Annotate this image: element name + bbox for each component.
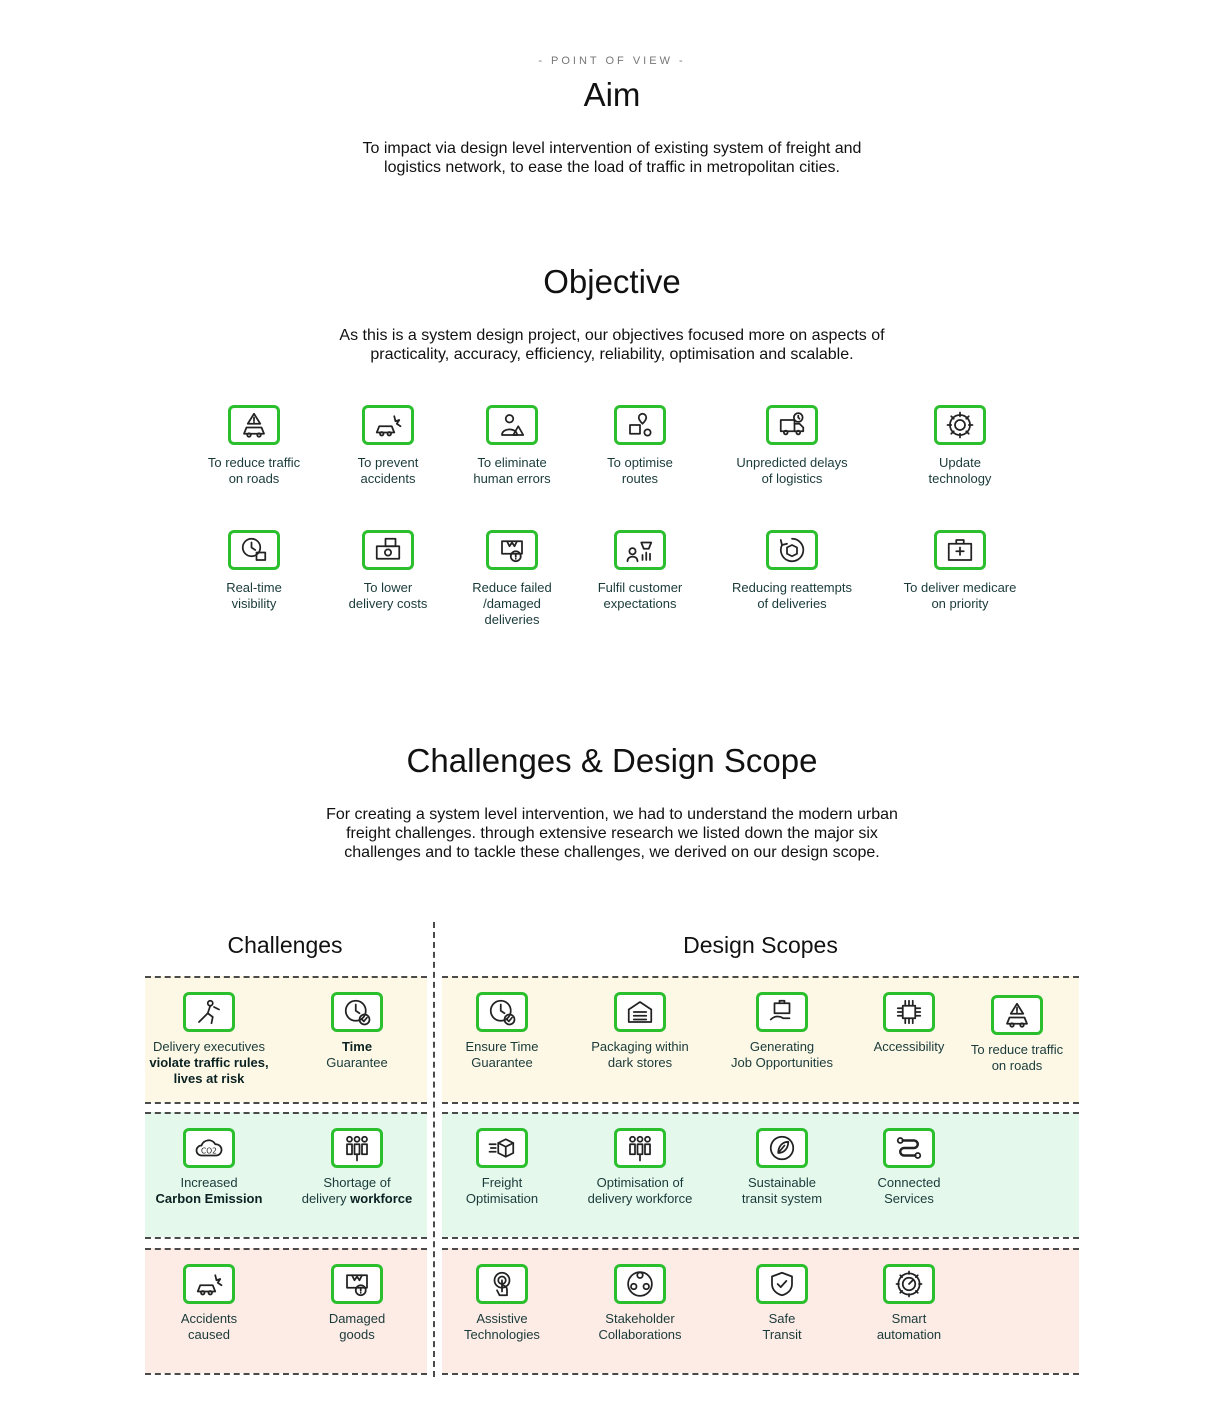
objective-label-line: expectations (603, 596, 677, 611)
label-line: Carbon Emission (155, 1191, 263, 1206)
objective-label-line: Reducing reattempts (732, 580, 852, 595)
label-line: delivery workforce (301, 1191, 413, 1206)
objective-title: Objective (543, 263, 681, 300)
scope-label (129, 1311, 289, 1343)
scope-icon-box (883, 1264, 935, 1304)
challenges-text: For creating a system level intervention, we had to understand the modern urban freight challenges. through extensive research we listed down the major six challenges and to tackle these challenges, we derived on our design scope. (326, 806, 898, 861)
label-line: goods (339, 1327, 375, 1342)
objective-label (560, 580, 720, 612)
objective-label-line: on roads (228, 471, 280, 486)
label-line: Services (884, 1191, 934, 1206)
objective-label-line: routes (621, 471, 659, 486)
label-line: lives at risk (173, 1071, 245, 1086)
label-line: automation (876, 1327, 942, 1342)
objective-label-line: To optimise (607, 455, 673, 470)
objective-label-line: To deliver medicare (903, 580, 1017, 595)
divider-line (442, 1373, 1079, 1375)
objective-icon-box (934, 530, 986, 570)
label-line: Transit (762, 1327, 802, 1342)
divider-line (145, 976, 427, 978)
scope-icon-box (614, 1128, 666, 1168)
objective-icon-box (766, 530, 818, 570)
challenges-title: Challenges & Design Scope (406, 742, 818, 779)
objective-label (560, 455, 720, 487)
scope-label (829, 1175, 989, 1207)
scope-label (422, 1311, 582, 1343)
label-line: Technologies (464, 1327, 540, 1342)
label-line: Optimisation (465, 1191, 539, 1206)
objective-icon-box (228, 530, 280, 570)
objective-label-line: Real-time (226, 580, 282, 595)
scope-label (277, 1039, 437, 1071)
scope-label (937, 1042, 1097, 1074)
scope-icon-box (756, 1264, 808, 1304)
objective-icon-box (228, 405, 280, 445)
objective-label (712, 580, 872, 612)
objective-icon-box (766, 405, 818, 445)
scope-label (560, 1039, 720, 1071)
scope-label (277, 1175, 437, 1207)
scope-icon-box (183, 1128, 235, 1168)
objective-label-line: human errors (473, 471, 551, 486)
label-line: Increased (180, 1175, 238, 1190)
scope-label (829, 1311, 989, 1343)
label-line: Generating (749, 1039, 815, 1054)
scope-label (277, 1311, 437, 1343)
label-line: Guarantee (326, 1055, 388, 1070)
label-line: on roads (991, 1058, 1043, 1073)
scope-label (422, 1039, 582, 1071)
objective-icon-box (362, 530, 414, 570)
objective-label-line: To reduce traffic (207, 455, 301, 470)
label-line: transit system (741, 1191, 823, 1206)
column-divider (433, 922, 435, 1377)
label-line: Safe (768, 1311, 796, 1326)
divider-line (145, 1112, 427, 1114)
objective-text: As this is a system design project, our objectives focused more on aspects of practicality, accuracy, efficiency, reliability, optimisation and scalable. (339, 327, 885, 363)
label-line: violate traffic rules, (149, 1055, 269, 1070)
label-line: Sustainable (748, 1175, 816, 1190)
objective-icon-box (934, 405, 986, 445)
label-line: Time (341, 1039, 373, 1054)
objective-icon-box (362, 405, 414, 445)
label-line: Shortage of (323, 1175, 391, 1190)
objective-label (880, 455, 1040, 487)
objective-label-line: of deliveries (757, 596, 827, 611)
objective-label-line: To lower (363, 580, 413, 595)
scope-icon-box (883, 992, 935, 1032)
objective-label-line: /damaged (483, 596, 541, 611)
objective-label-line: delivery costs (348, 596, 428, 611)
label-line: Damaged (328, 1311, 386, 1326)
divider-line (145, 1373, 427, 1375)
aim-title: Aim (583, 76, 641, 113)
label-line: Smart (891, 1311, 927, 1326)
scope-icon-box (331, 1264, 383, 1304)
divider-line (442, 1237, 1079, 1239)
objective-icon-box (486, 405, 538, 445)
scope-icon-box (614, 992, 666, 1032)
label-line: Job Opportunities (731, 1055, 833, 1070)
label-line: Optimisation of (596, 1175, 684, 1190)
label-line: Delivery executives (153, 1039, 265, 1054)
objective-icon-box (614, 530, 666, 570)
svg-text:CO2: CO2 (201, 1146, 217, 1156)
scope-label (560, 1175, 720, 1207)
label-line: To reduce traffic (970, 1042, 1064, 1057)
label-line: Ensure Time (465, 1039, 539, 1054)
label-line: dark stores (607, 1055, 673, 1070)
objective-label-line: Unpredicted delays (736, 455, 848, 470)
challenges-column-title: Challenges (227, 932, 343, 958)
scope-icon-box (476, 992, 528, 1032)
label-line: caused (188, 1327, 230, 1342)
label-line: Connected (877, 1175, 941, 1190)
scope-icon-box (756, 1128, 808, 1168)
scope-icon-box (756, 992, 808, 1032)
scope-icon-box (331, 992, 383, 1032)
scope-icon-box (476, 1128, 528, 1168)
label-line: Freight (481, 1175, 523, 1190)
objective-label-line: To eliminate (477, 455, 547, 470)
label-line: Guarantee (471, 1055, 533, 1070)
label-line: Accessibility (873, 1039, 945, 1054)
objective-label-line: accidents (360, 471, 416, 486)
objective-label-line: Update (939, 455, 981, 470)
scope-icon-box (476, 1264, 528, 1304)
scope-label (560, 1311, 720, 1343)
design-scopes-column-title: Design Scopes (683, 932, 838, 958)
objective-label (880, 580, 1040, 612)
label-line: delivery workforce (587, 1191, 693, 1206)
divider-line (442, 1248, 1079, 1250)
aim-text: To impact via design level intervention of existing system of freight and logistics network, to ease the load of traffic in metropolitan cities. (362, 140, 862, 176)
scope-icon-box (614, 1264, 666, 1304)
scope-icon-box (331, 1128, 383, 1168)
scope-icon-box (883, 1128, 935, 1168)
divider-line (145, 1237, 427, 1239)
objective-icon-box (486, 530, 538, 570)
eyebrow: - POINT OF VIEW - (538, 55, 686, 67)
scope-icon-box (991, 995, 1043, 1035)
objective-label-line: visibility (231, 596, 277, 611)
label-line: Collaborations (598, 1327, 682, 1342)
divider-line (442, 1102, 1079, 1104)
label-line: Accidents (180, 1311, 238, 1326)
scope-label (422, 1175, 582, 1207)
divider-line (442, 1112, 1079, 1114)
scope-icon-box (183, 992, 235, 1032)
scope-icon-box (183, 1264, 235, 1304)
objective-label-line: technology (928, 471, 992, 486)
label-line: Assistive (476, 1311, 528, 1326)
label-line: Stakeholder (605, 1311, 675, 1326)
objective-icon-box (614, 405, 666, 445)
scope-label (129, 1039, 289, 1087)
objective-label (712, 455, 872, 487)
divider-line (442, 976, 1079, 978)
objective-label-line: Fulfil customer (597, 580, 683, 595)
objective-label-line: Reduce failed (472, 580, 552, 595)
label-line: Packaging within (591, 1039, 689, 1054)
objective-label-line: To prevent (357, 455, 419, 470)
objective-label-line: deliveries (484, 612, 540, 627)
scope-label (129, 1175, 289, 1207)
objective-label-line: on priority (931, 596, 989, 611)
divider-line (145, 1102, 427, 1104)
objective-label-line: of logistics (761, 471, 823, 486)
divider-line (145, 1248, 427, 1250)
